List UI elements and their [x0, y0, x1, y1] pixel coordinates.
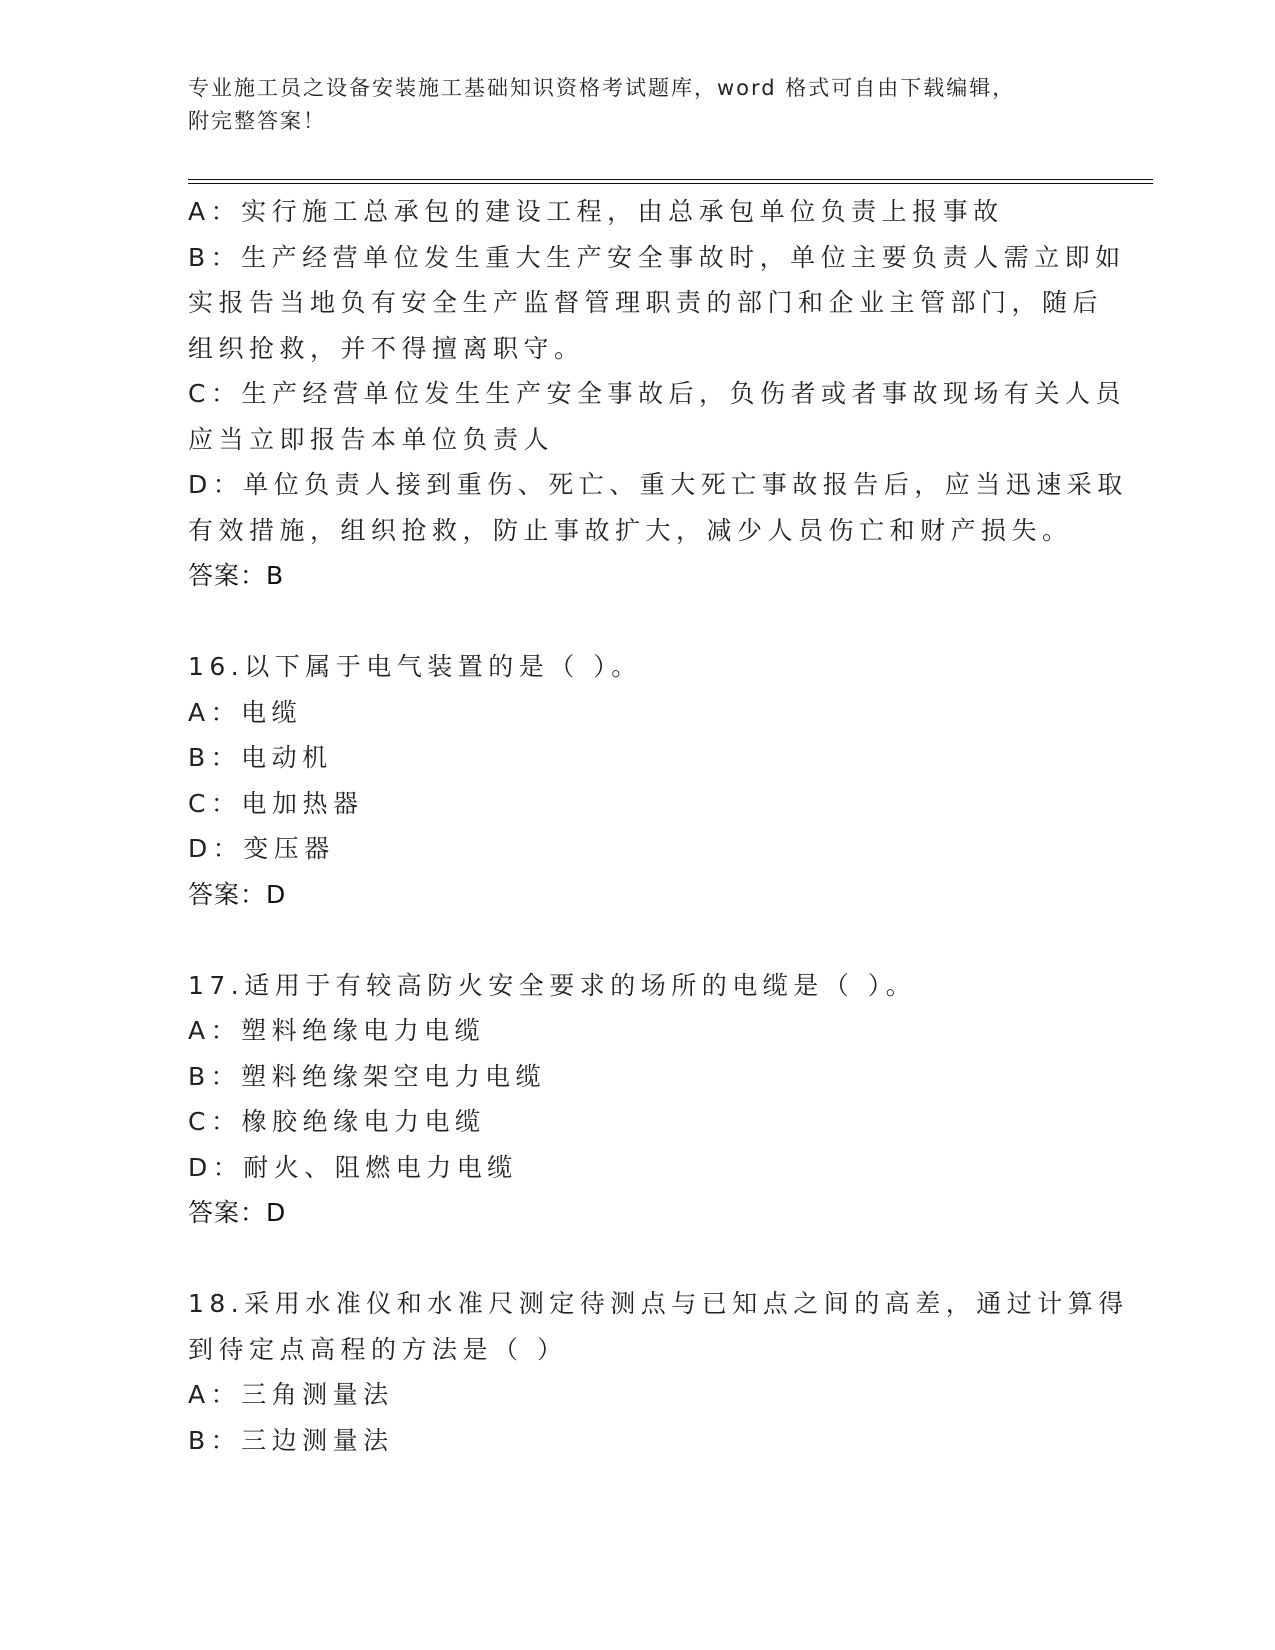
q17-answer: 答案：D [188, 1198, 287, 1227]
q16-answer: 答案：D [188, 879, 287, 909]
q15-option-a: A：实行施工总承包的建设工程，由总承包单位负责上报事故 [188, 197, 1004, 226]
q15-option-d-line-2: 有效措施，组织抢救，防止事故扩大，减少人员伤亡和财产损失。 [188, 515, 1073, 545]
header-divider-top [188, 179, 1153, 180]
q15-option-b-line-2: 实报告当地负有安全生产监督管理职责的部门和企业主管部门，随后 [188, 288, 1104, 317]
q17-option-d: D：耐火、阻燃电力电缆 [188, 1152, 518, 1182]
q16-option-b: B：电动机 [188, 743, 333, 772]
spacer [188, 917, 1088, 963]
question-content [188, 189, 1129, 1463]
q16-option-a: A：电缆 [188, 697, 303, 727]
q15-option-c-line-2: 应当立即报告本单位负责人 [188, 424, 555, 454]
q15-answer: 答案：B [188, 561, 285, 590]
q15-option-b-line-3: 组织抢救，并不得擅离职守。 [188, 333, 585, 363]
q16-option-c: C：电加热器 [188, 788, 364, 818]
q15-option-c-line-1: C：生产经营单位发生生产安全事故后，负伤者或者事故现场有关人员 [188, 379, 1126, 408]
spacer [188, 1236, 1088, 1282]
spacer [188, 599, 1088, 645]
q15-option-d-line-1: D：单位负责人接到重伤、死亡、重大死亡事故报告后，应当迅速采取 [188, 470, 1128, 499]
q17-option-c: C：橡胶绝缘电力电缆 [188, 1107, 486, 1136]
q17-option-b: B：塑料绝缘架空电力电缆 [188, 1061, 547, 1091]
q17-stem: 17.适用于有较高防火安全要求的场所的电缆是（ ）。 [188, 970, 917, 1000]
q18-option-a: A：三角测量法 [188, 1380, 394, 1409]
header-divider-bottom [188, 183, 1153, 184]
q16-option-d: D：变压器 [188, 834, 335, 863]
q17-option-a: A：塑料绝缘电力电缆 [188, 1016, 486, 1045]
q15-option-b-line-1: B：生产经营单位发生重大生产安全事故时，单位主要负责人需立即如 [188, 242, 1126, 272]
q18-option-b: B：三边测量法 [188, 1425, 394, 1455]
q18-stem-line-2: 到待定点高程的方法是（ ） [188, 1334, 568, 1364]
document-header [188, 72, 1068, 138]
q16-stem: 16.以下属于电气装置的是（ ）。 [188, 652, 642, 681]
q18-stem-line-1: 18.采用水准仪和水准尺测定待测点与已知点之间的高差，通过计算得 [188, 1289, 1129, 1318]
header-line-1: 专业施工员之设备安装施工基础知识资格考试题库，word 格式可自由下载编辑， [188, 76, 1016, 100]
header-line-2: 附完整答案！ [188, 109, 326, 133]
